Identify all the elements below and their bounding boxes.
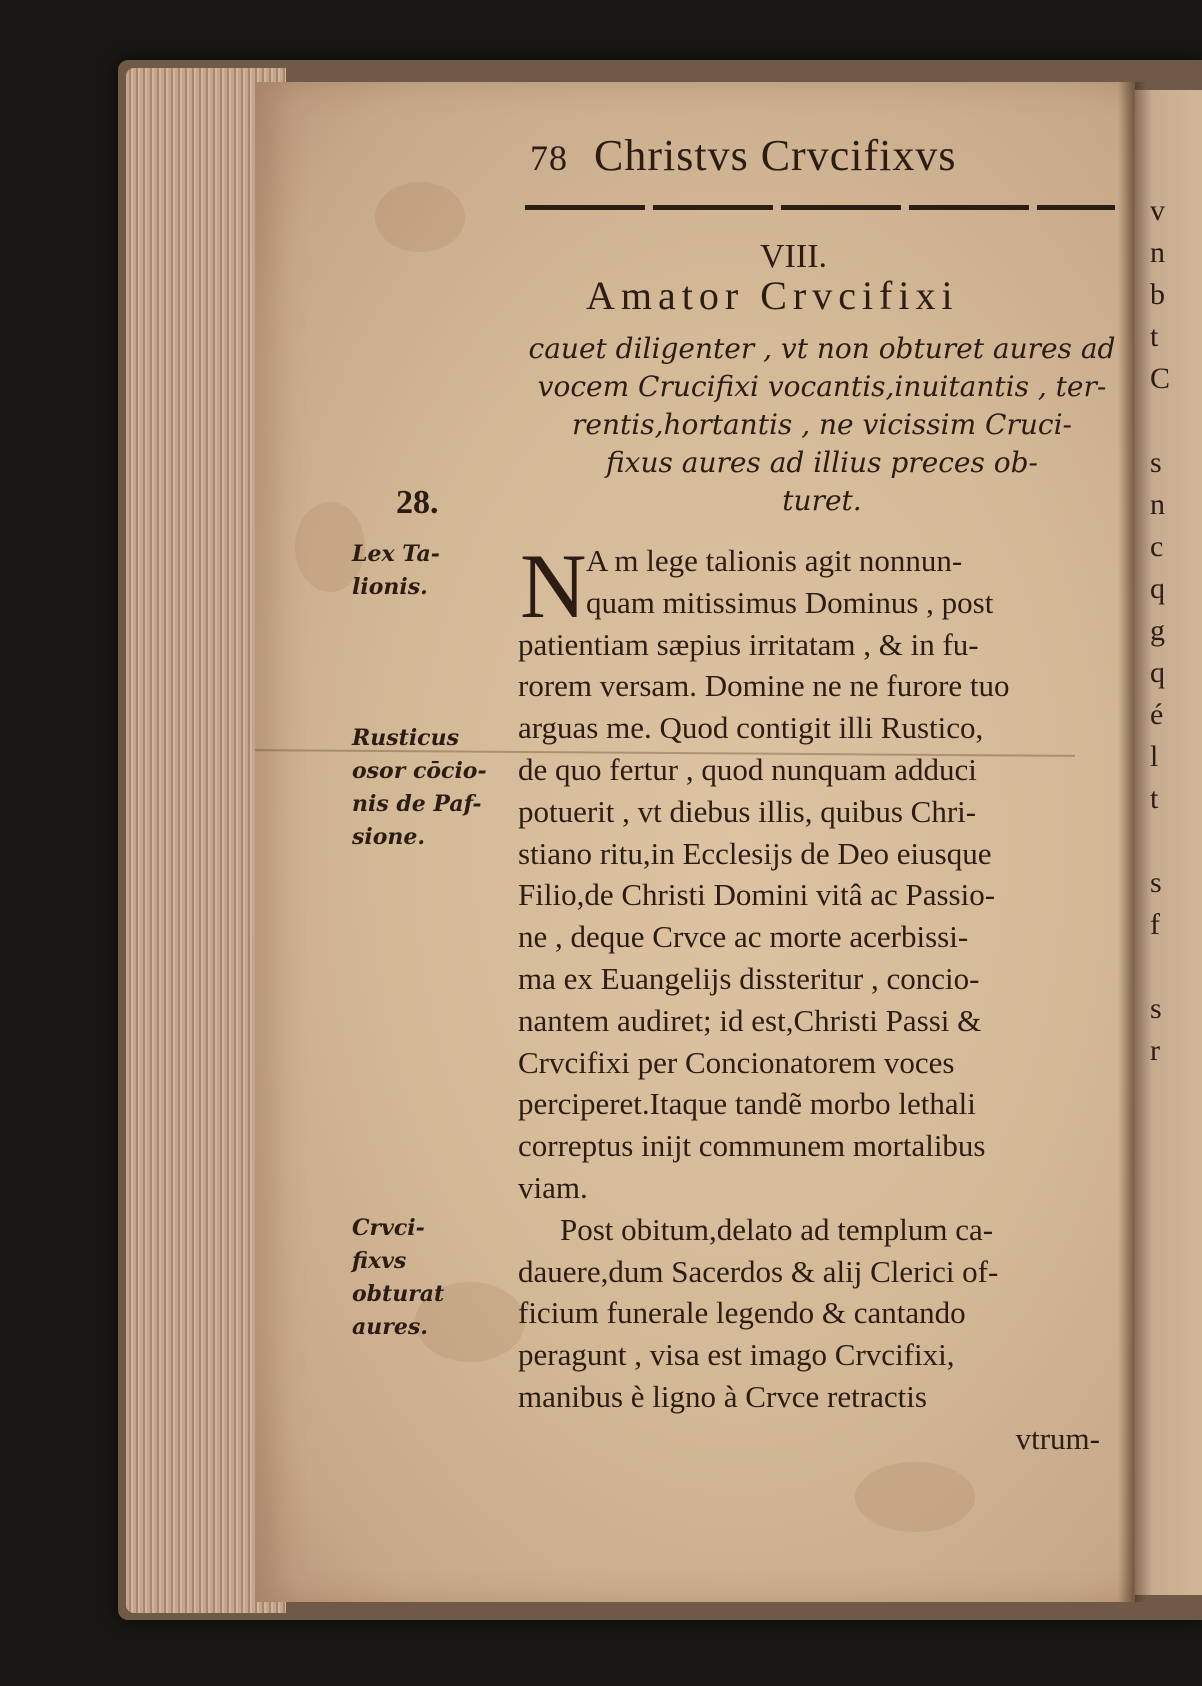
margin-note-line: sione. [352, 824, 426, 850]
margin-note-line: Rusticus [352, 725, 459, 751]
text-line: rorem versam. Domine ne ne furore tuo [518, 668, 1010, 704]
facing-letter: l [1150, 740, 1159, 773]
facing-letter: n [1150, 488, 1165, 521]
section-title: Amator Crvcifixi [586, 273, 959, 318]
margin-note-line: fixvs [352, 1248, 407, 1274]
facing-letter: r [1150, 1034, 1160, 1067]
margin-note-line: Crvci- [352, 1215, 425, 1241]
running-head-title: Christvs Crvcifixvs [594, 131, 957, 180]
facing-letter [1150, 820, 1170, 862]
text-line: ficium funerale legendo & cantando [518, 1295, 966, 1331]
margin-note-rusticus [352, 722, 502, 854]
margin-note-line: obturat [352, 1281, 445, 1307]
text-line: Filio,de Christi Domini vitâ ac Passio- [518, 877, 996, 913]
intro-line: turet. [782, 484, 862, 517]
catchword: vtrum- [1015, 1420, 1100, 1456]
facing-letter [1150, 946, 1170, 988]
intro-line: fixus aures ad illius preces ob- [605, 446, 1038, 479]
facing-letter: g [1150, 614, 1165, 647]
facing-letter: é [1150, 698, 1164, 731]
margin-number-text: 28. [396, 484, 439, 521]
text-line: A m lege talionis agit nonnun- [586, 543, 963, 578]
header-rule [525, 205, 1115, 210]
facing-letter: s [1150, 446, 1162, 479]
text-line: ne , deque Crvce ac morte acerbissi- [518, 919, 969, 955]
margin-note-line: aures. [352, 1314, 428, 1340]
text-line: viam. [518, 1169, 588, 1205]
text-line: patientiam sæpius irritatam , & in fu- [518, 626, 979, 662]
facing-letter: s [1150, 866, 1162, 899]
facing-letter: t [1150, 320, 1159, 353]
margin-number [396, 486, 546, 519]
page-number: 78 [530, 138, 568, 178]
paper-stain [855, 1462, 975, 1532]
text-line: correptus inijt communem mortalibus [518, 1128, 986, 1164]
facing-letter: v [1150, 194, 1165, 227]
facing-letter: t [1150, 782, 1159, 815]
facing-letter: C [1150, 362, 1171, 395]
text-line: perciperet.Itaque tandẽ morbo lethali [518, 1086, 976, 1122]
body-text [518, 535, 1118, 1460]
margin-note-crucifixus [352, 1212, 502, 1344]
text-line: ma ex Euangelijs dissteritur , concio- [518, 960, 980, 996]
intro-line: cauet diligenter , vt non obturet aures ad [528, 332, 1116, 365]
facing-page-text [1150, 190, 1170, 1072]
text-line: de quo fertur , quod nunquam adduci [518, 751, 977, 787]
margin-note-line: osor cōcio- [352, 758, 487, 784]
facing-letter: q [1150, 572, 1165, 605]
text-line: peragunt , visa est imago Crvcifixi, [518, 1337, 955, 1373]
text-line: stiano ritu,in Ecclesijs de Deo eiusque [518, 835, 992, 871]
text-line: dauere,dum Sacerdos & alij Clerici of- [518, 1253, 999, 1289]
facing-letter [1150, 400, 1170, 442]
facing-letter: c [1150, 530, 1164, 563]
section-number: VIII. [760, 238, 828, 275]
margin-note-line: lionis. [352, 574, 428, 600]
margin-note-lex-talionis [352, 538, 502, 604]
paper-stain [375, 182, 465, 252]
facing-letter: f [1150, 908, 1160, 941]
section-intro [522, 330, 1122, 520]
text-line: Post obitum,delato ad templum ca- [560, 1211, 994, 1247]
drop-cap: N [520, 535, 587, 637]
text-line: quam mitissimus Dominus , post [586, 584, 994, 620]
margin-note-line: Lex Ta- [352, 541, 440, 567]
intro-line: vocem Crucifixi vocantis,inuitantis , ter- [537, 370, 1107, 403]
text-line: nantem audiret; id est,Christi Passi & [518, 1002, 982, 1038]
text-line: potuerit , vt diebus illis, quibus Chri- [518, 793, 977, 829]
intro-line: rentis,hortantis , ne vicissim Cruci- [572, 408, 1072, 441]
facing-letter: s [1150, 992, 1162, 1025]
facing-letter: n [1150, 236, 1165, 269]
facing-letter: b [1150, 278, 1165, 311]
text-line: arguas me. Quod contigit illi Rustico, [518, 710, 984, 746]
text-line: Crvcifixi per Concionatorem voces [518, 1044, 955, 1080]
text-line: manibus è ligno à Crvce retractis [518, 1378, 927, 1414]
margin-note-line: nis de Paf- [352, 791, 482, 817]
running-head [530, 130, 1110, 181]
facing-letter: q [1150, 656, 1165, 689]
